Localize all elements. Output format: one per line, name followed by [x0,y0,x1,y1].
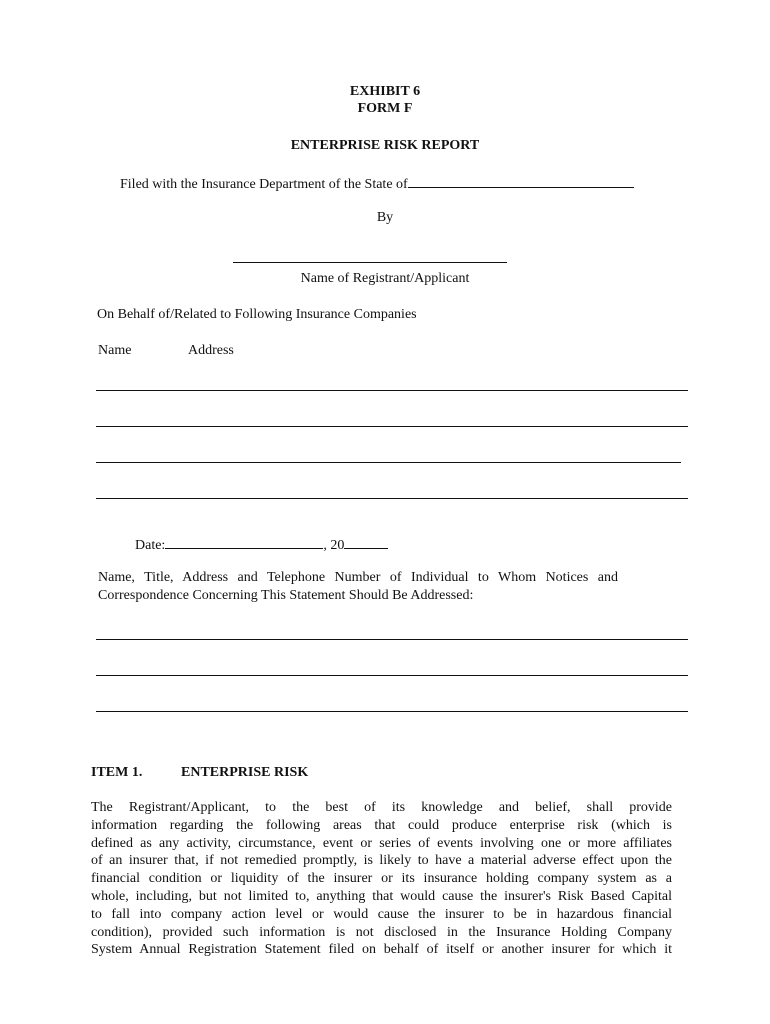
date-blank[interactable] [165,534,323,549]
date-line [135,534,388,554]
year-blank[interactable] [344,534,388,549]
paragraph-line: of an insurer that, if not remedied promptly, is likely to have a material adverse effect upon the [91,853,672,869]
on-behalf-label: On Behalf of/Related to Following Insurance Companies [97,307,417,322]
paragraph-line: The Registrant/Applicant, to the best of its knowledge and belief, shall provide [91,800,672,815]
registrant-label: Name of Registrant/Applicant [300,271,470,286]
company-blank-line[interactable] [96,498,688,499]
paragraph-line: System Annual Registration Statement filed on behalf of itself or another insurer for which it [91,942,672,958]
paragraph-line: to fall into company action level or would cause the insurer to be in hazardous financial [91,906,672,922]
notices-line-1: Name, Title, Address and Telephone Number of Individual to Whom Notices and [98,570,618,585]
registrant-blank[interactable] [233,262,507,263]
paragraph-line: defined as any activity, circumstance, event or series of events involving one or more affiliates [91,835,672,851]
company-blank-line[interactable] [96,390,688,391]
notices-line-2: Correspondence Concerning This Statement Should Be Addressed: [98,588,474,603]
paragraph-line: financial condition or liquidity of the insurer or its insurance holding company system as a [91,871,672,887]
paragraph-line: whole, including, but not limited to, anything that would cause the insurer's Risk Based Capital [91,888,672,904]
paragraph-line: condition), provided such information is not disclosed in the Insurance Holding Company [91,924,672,940]
enterprise-risk-paragraph [91,799,672,959]
filed-with-text: Filed with the Insurance Department of the State of [120,177,408,192]
item-number: ITEM 1. [91,765,143,780]
by-label: By [376,210,394,225]
contact-blank-line[interactable] [96,675,688,676]
report-title: ENTERPRISE RISK REPORT [290,138,480,153]
company-blank-line[interactable] [96,462,681,463]
filed-with-line [120,173,634,193]
item-title: ENTERPRISE RISK [181,765,309,780]
year-prefix: , 20 [323,538,345,553]
contact-blank-line[interactable] [96,639,688,640]
exhibit-heading: EXHIBIT 6 [349,84,421,99]
state-blank[interactable] [408,173,634,188]
contact-blank-line[interactable] [96,711,688,712]
date-label: Date: [135,538,166,553]
paragraph-line: information regarding the following areas that could produce enterprise risk (which is [91,817,672,833]
address-column-label: Address [188,343,234,358]
form-heading: FORM F [357,101,413,116]
company-blank-line[interactable] [96,426,688,427]
name-column-label: Name [98,343,132,358]
